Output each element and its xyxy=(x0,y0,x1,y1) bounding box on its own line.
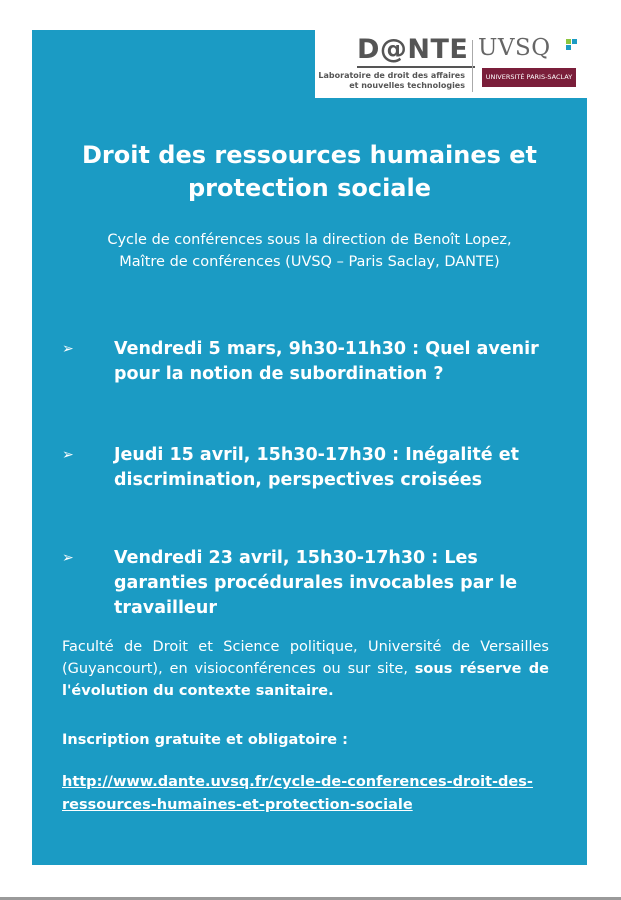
venue-info xyxy=(62,636,549,702)
dante-lab-line-1: Laboratoire de droit des affaires xyxy=(318,71,465,80)
arrow-bullet-icon: ➢ xyxy=(62,447,74,463)
arrow-bullet-icon: ➢ xyxy=(62,341,74,357)
logo-header xyxy=(315,30,587,98)
subtitle-line-1: Cycle de conférences sous la direction de Benoît Lopez, xyxy=(107,232,512,248)
uvsq-logo: UVSQ xyxy=(478,35,551,61)
registration-link[interactable]: http://www.dante.uvsq.fr/cycle-de-conferences-droit-des-ressources-humaines-et-protection-sociale xyxy=(62,774,533,813)
dante-lab-line-2: et nouvelles technologies xyxy=(349,81,465,90)
poster-title: Droit des ressources humaines et protection sociale xyxy=(82,141,537,202)
dante-logo-underline xyxy=(357,66,475,68)
event-text: Vendredi 23 avril, 15h30-17h30 : Les garanties procédurales invocables par le travailleur xyxy=(114,548,518,618)
paris-saclay-logo: UNIVERSITÉ PARIS-SACLAY xyxy=(482,68,576,87)
poster-subtitle xyxy=(32,229,587,273)
logo-separator xyxy=(472,40,473,92)
event-text: Vendredi 5 mars, 9h30-11h30 : Quel avenir pour la notion de subordination ? xyxy=(114,339,539,384)
venue-text: Faculté de Droit et Science politique, Université de Versailles (Guyancourt), en visioconférences ou sur site, xyxy=(62,639,549,677)
venue-note: sous réserve de l'évolution du contexte sanitaire. xyxy=(62,661,550,699)
event-text: Jeudi 15 avril, 15h30-17h30 : Inégalité et discrimination, perspectives croisées xyxy=(114,445,519,490)
dante-logo: D@NTE xyxy=(357,34,469,65)
subtitle-line-2: Maître de conférences (UVSQ – Paris Saclay, DANTE) xyxy=(119,254,500,270)
uvsq-mark-icon xyxy=(565,38,579,52)
inscription-label: Inscription gratuite et obligatoire : xyxy=(62,732,348,748)
arrow-bullet-icon: ➢ xyxy=(62,550,74,566)
